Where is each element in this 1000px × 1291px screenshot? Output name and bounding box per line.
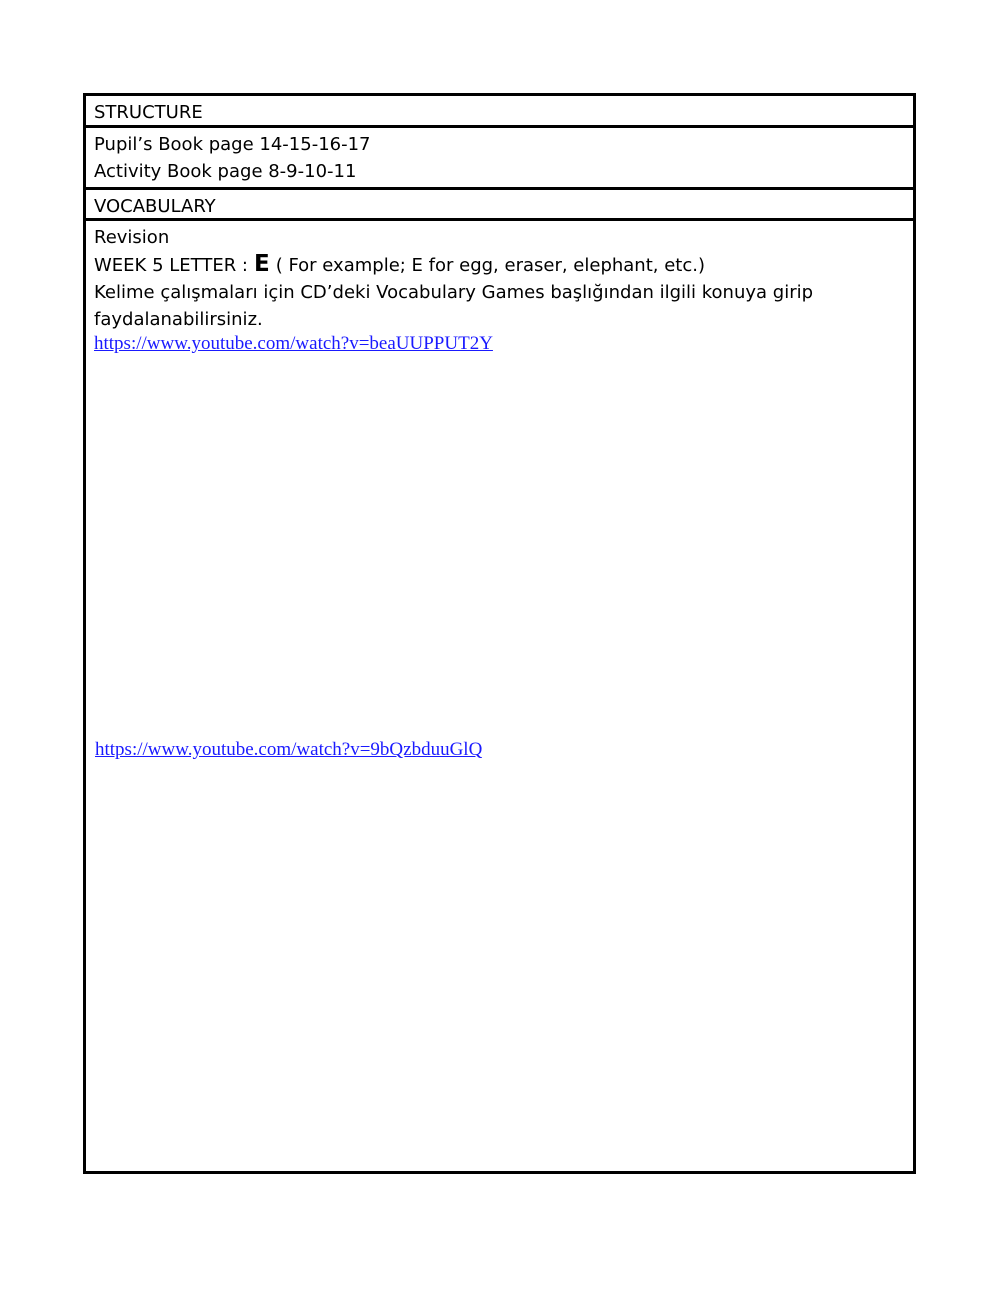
week-letter-line: [94, 251, 913, 279]
structure-heading: STRUCTURE: [94, 102, 203, 123]
revision-label: Revision: [94, 227, 170, 248]
structure-header-row: [86, 96, 913, 128]
vocabulary-header-row: [86, 190, 913, 221]
activity-book-pages: Activity Book page 8-9-10-11: [94, 161, 357, 182]
worksheet-table: [83, 93, 916, 1174]
vocabulary-heading: VOCABULARY: [94, 196, 216, 217]
structure-content-row: [86, 128, 913, 190]
vocabulary-instruction: Kelime çalışmaları için CD’deki Vocabulary Games başlığından ilgili konuya girip faydalanabilirsiniz.: [94, 282, 814, 330]
week-letter-example: ( For example; E for egg, eraser, elephant, etc.): [275, 255, 705, 276]
vocabulary-content-row: [86, 221, 913, 760]
youtube-link-1[interactable]: https://www.youtube.com/watch?v=beaUUPPUT2Y: [94, 333, 493, 354]
week-letter-prefix: WEEK 5 LETTER :: [94, 255, 248, 276]
pupils-book-pages: Pupil’s Book page 14-15-16-17: [94, 134, 371, 155]
youtube-link-2[interactable]: https://www.youtube.com/watch?v=9bQzbduuGlQ: [95, 739, 483, 760]
week-letter: E: [253, 251, 270, 277]
